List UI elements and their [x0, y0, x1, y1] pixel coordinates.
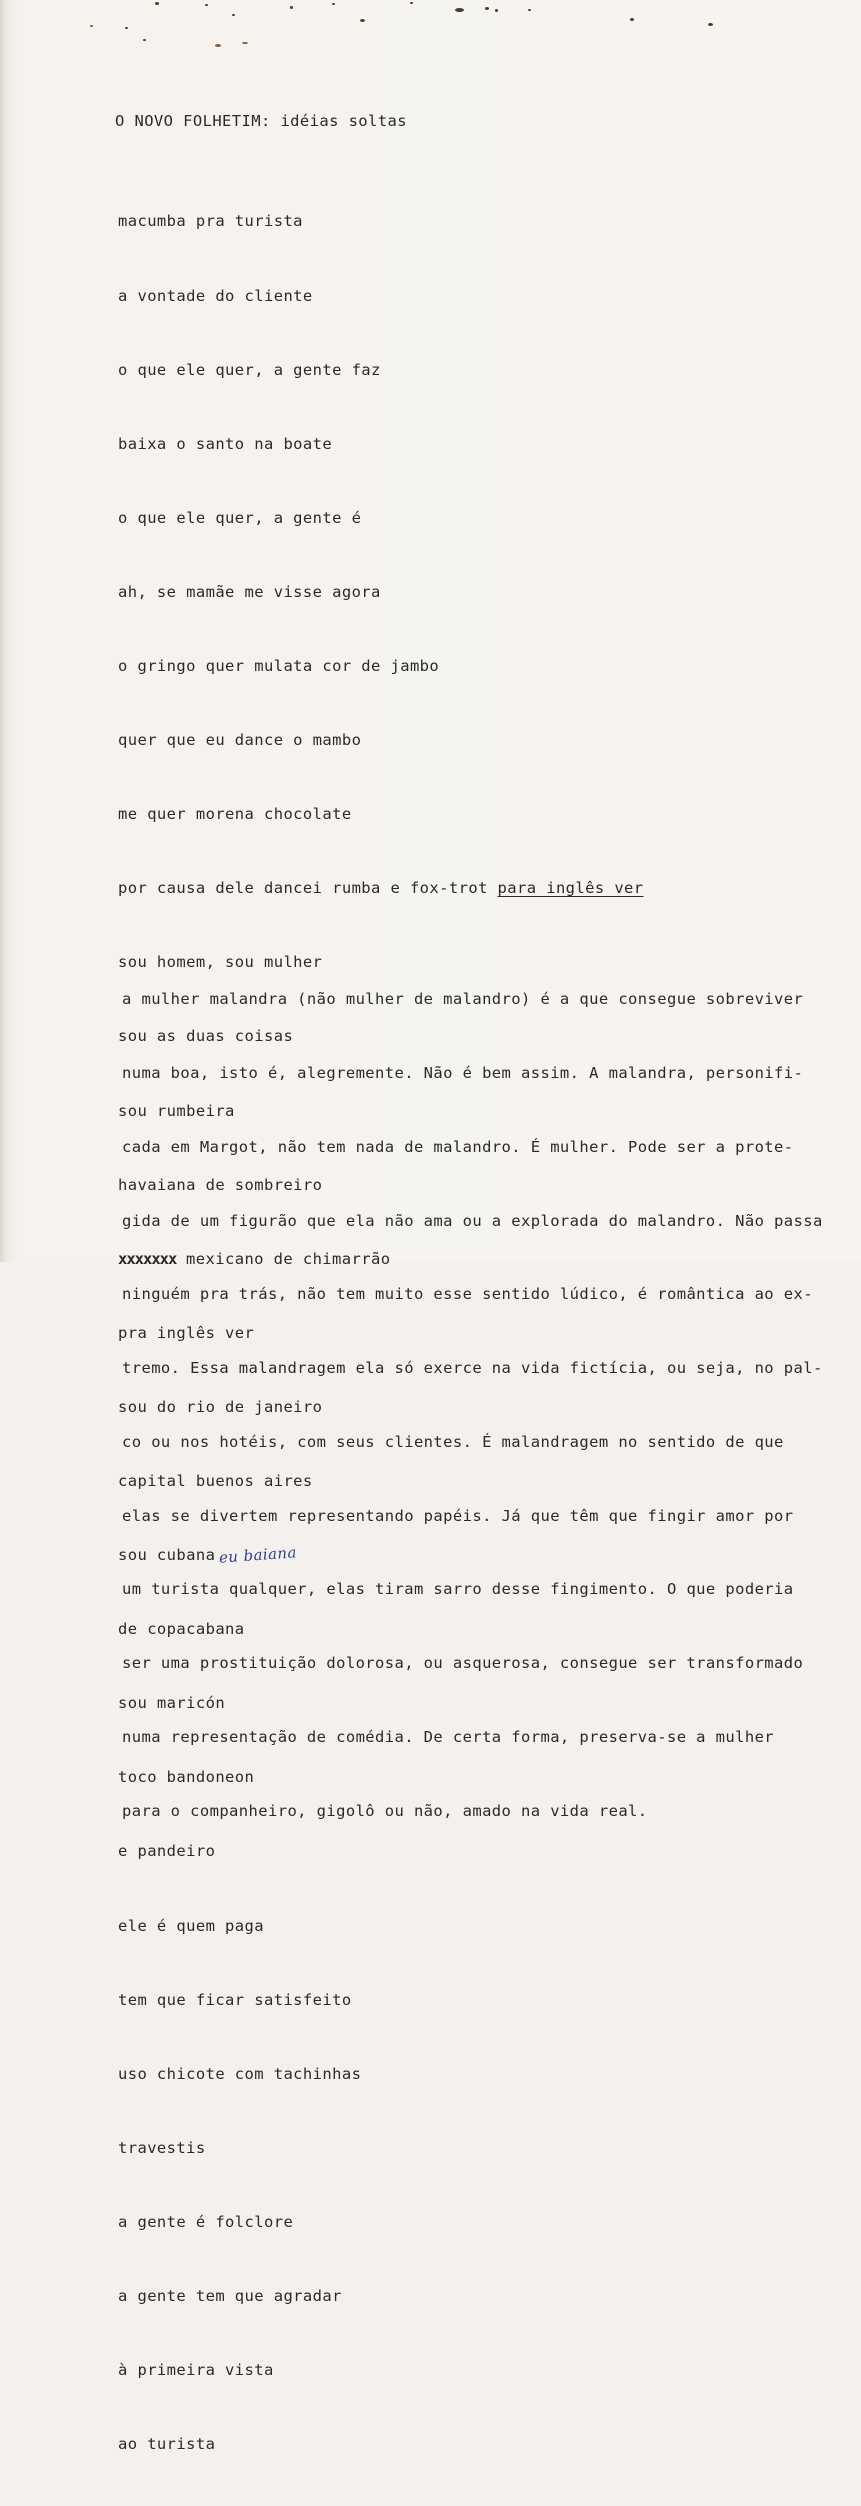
- poem-line: sou do rio de janeiro: [118, 1397, 323, 1416]
- poem-line: o gringo quer mulata cor de jambo: [118, 656, 440, 675]
- poem-line: macumba pra turista: [118, 212, 303, 231]
- poem-line: o que ele quer, a gente é: [118, 508, 362, 527]
- handwritten-annotation: eu baiana: [218, 1543, 298, 1567]
- poem-line: a gente é folclore: [118, 2212, 294, 2231]
- poem-line: sou as duas coisas: [118, 1027, 294, 1046]
- speck: [290, 6, 293, 9]
- speck: [232, 14, 235, 16]
- prose-line: para o companheiro, gigolô ou não, amado na vida real.: [122, 1801, 648, 1820]
- poem-line: ah, se mamãe me visse agora: [118, 582, 381, 601]
- poem-line: a gente tem que agradar: [118, 2287, 342, 2306]
- poem-line: baixa o santo na boate: [118, 434, 333, 453]
- prose-line: tremo. Essa malandragem ela só exerce na vida fictícia, ou seja, no pal-: [122, 1359, 823, 1378]
- poem-line: sou homem, sou mulher: [118, 953, 323, 972]
- poem-line: toco bandoneon: [118, 1768, 255, 1787]
- poem-line: tem que ficar satisfeito: [118, 1990, 352, 2009]
- poem-line: quer que eu dance o mambo: [118, 731, 362, 750]
- prose-line: ninguém pra trás, não tem muito esse sentido lúdico, é romântica ao ex-: [122, 1285, 813, 1304]
- prose-line: numa boa, isto é, alegremente. Não é bem assim. A malandra, personifi-: [122, 1063, 804, 1082]
- poem-line: sou maricón: [118, 1694, 226, 1713]
- poem-text: sou cubana: [118, 1546, 216, 1565]
- speck: [332, 3, 335, 5]
- speck: [143, 39, 146, 41]
- poem-line: a vontade do cliente: [118, 286, 313, 305]
- paper-specks: [0, 0, 861, 60]
- prose-line: numa representação de comédia. De certa forma, preserva-se a mulher: [122, 1728, 775, 1746]
- poem-line: à primeira vista: [118, 2361, 274, 2380]
- prose-line: cada em Margot, não tem nada de malandro. É mulher. Pode ser a prote-: [122, 1137, 794, 1156]
- prose-line: um turista qualquer, elas tiram sarro desse fingimento. O que poderia: [122, 1580, 794, 1599]
- speck: [528, 9, 531, 11]
- speck: [215, 44, 221, 47]
- speck: [242, 42, 248, 44]
- poem-text: por causa dele dancei rumba e fox-trot: [118, 879, 498, 898]
- speck: [155, 2, 159, 5]
- poem-line: travestis: [118, 2138, 206, 2157]
- prose-line: ser uma prostituição dolorosa, ou asquerosa, consegue ser transformado: [122, 1654, 804, 1673]
- speck: [410, 2, 413, 4]
- poem-line: capital buenos aires: [118, 1472, 313, 1490]
- speck: [708, 23, 713, 26]
- poem-line: ele é quem paga: [118, 1916, 264, 1935]
- speck: [495, 9, 498, 12]
- poem-line: e pandeiro: [118, 1842, 216, 1861]
- poem-text: mexicano de chimarrão: [176, 1249, 391, 1268]
- poem-line: sou rumbeira: [118, 1101, 235, 1120]
- poem-line: o que ele quer, a gente faz: [118, 360, 381, 379]
- poem-line: me quer morena chocolate: [118, 805, 352, 824]
- speck: [455, 8, 464, 12]
- poem-line-underlined: [118, 876, 644, 901]
- prose-line: gida de um figurão que ela não ama ou a explorada do malandro. Não passa: [122, 1211, 823, 1230]
- prose-line: co ou nos hotéis, com seus clientes. É malandragem no sentido de que: [122, 1432, 784, 1451]
- speck: [125, 27, 128, 29]
- speck: [360, 19, 365, 22]
- speck: [630, 18, 634, 21]
- struck-out-word: xxxxxxx: [118, 1249, 177, 1268]
- poem-line: uso chicote com tachinhas: [118, 2064, 362, 2083]
- poem-line: ao turista: [118, 2435, 216, 2454]
- speck: [205, 4, 208, 6]
- prose-line: elas se divertem representando papéis. Já que têm que fingir amor por: [122, 1506, 794, 1525]
- speck: [485, 7, 489, 10]
- page-title: O NOVO FOLHETIM: idéias soltas: [115, 112, 407, 130]
- poem-line: pra inglês ver: [118, 1323, 255, 1342]
- underlined-phrase: para inglês ver: [497, 879, 644, 898]
- poem-line: havaiana de sombreiro: [118, 1175, 323, 1194]
- prose-paragraph: [122, 938, 842, 1873]
- prose-line: a mulher malandra (não mulher de malandro) é a que consegue sobreviver: [122, 990, 804, 1009]
- speck: [90, 25, 93, 27]
- poem-line: de copacabana: [118, 1620, 245, 1639]
